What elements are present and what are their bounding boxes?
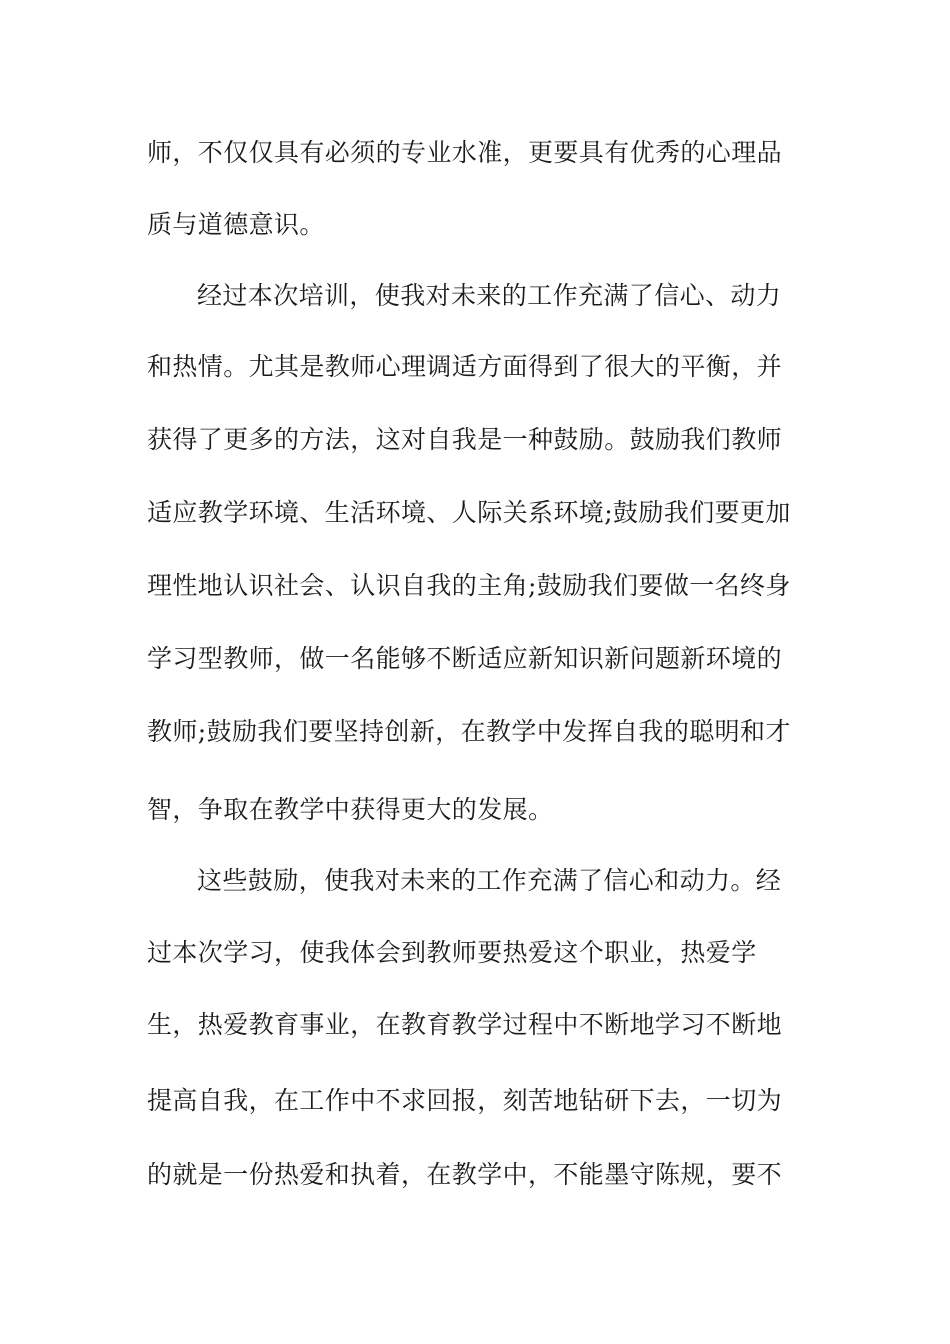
text-line: 学习型教师，做一名能够不断适应新知识新问题新环境的 (147, 644, 783, 673)
text-line: 过本次学习，使我体会到教师要热爱这个职业，热爱学 (147, 938, 757, 967)
text-line: 的就是一份热爱和执着，在教学中，不能墨守陈规，要不 (147, 1160, 783, 1189)
text-line-paragraph-start: 经过本次培训，使我对未来的工作充满了信心、动力 (197, 281, 782, 310)
text-line-paragraph-start: 这些鼓励，使我对未来的工作充满了信心和动力。经 (197, 866, 782, 895)
text-line: 生，热爱教育事业，在教育教学过程中不断地学习不断地 (147, 1010, 783, 1039)
text-line: 和热情。尤其是教师心理调适方面得到了很大的平衡，并 (147, 352, 783, 381)
text-line: 质与道德意识。 (147, 210, 325, 239)
text-line: 师，不仅仅具有必须的专业水准，更要具有优秀的心理品 (147, 138, 783, 167)
text-line: 提高自我，在工作中不求回报，刻苦地钻研下去，一切为 (147, 1086, 783, 1115)
text-line: 获得了更多的方法，这对自我是一种鼓励。鼓励我们教师 (147, 425, 783, 454)
text-line: 智，争取在教学中获得更大的发展。 (147, 795, 554, 824)
text-line: 理性地认识社会、认识自我的主角;鼓励我们要做一名终身 (147, 571, 791, 600)
text-line: 适应教学环境、生活环境、人际关系环境;鼓励我们要更加 (147, 498, 791, 527)
text-line: 教师;鼓励我们要坚持创新，在教学中发挥自我的聪明和才 (147, 717, 791, 746)
